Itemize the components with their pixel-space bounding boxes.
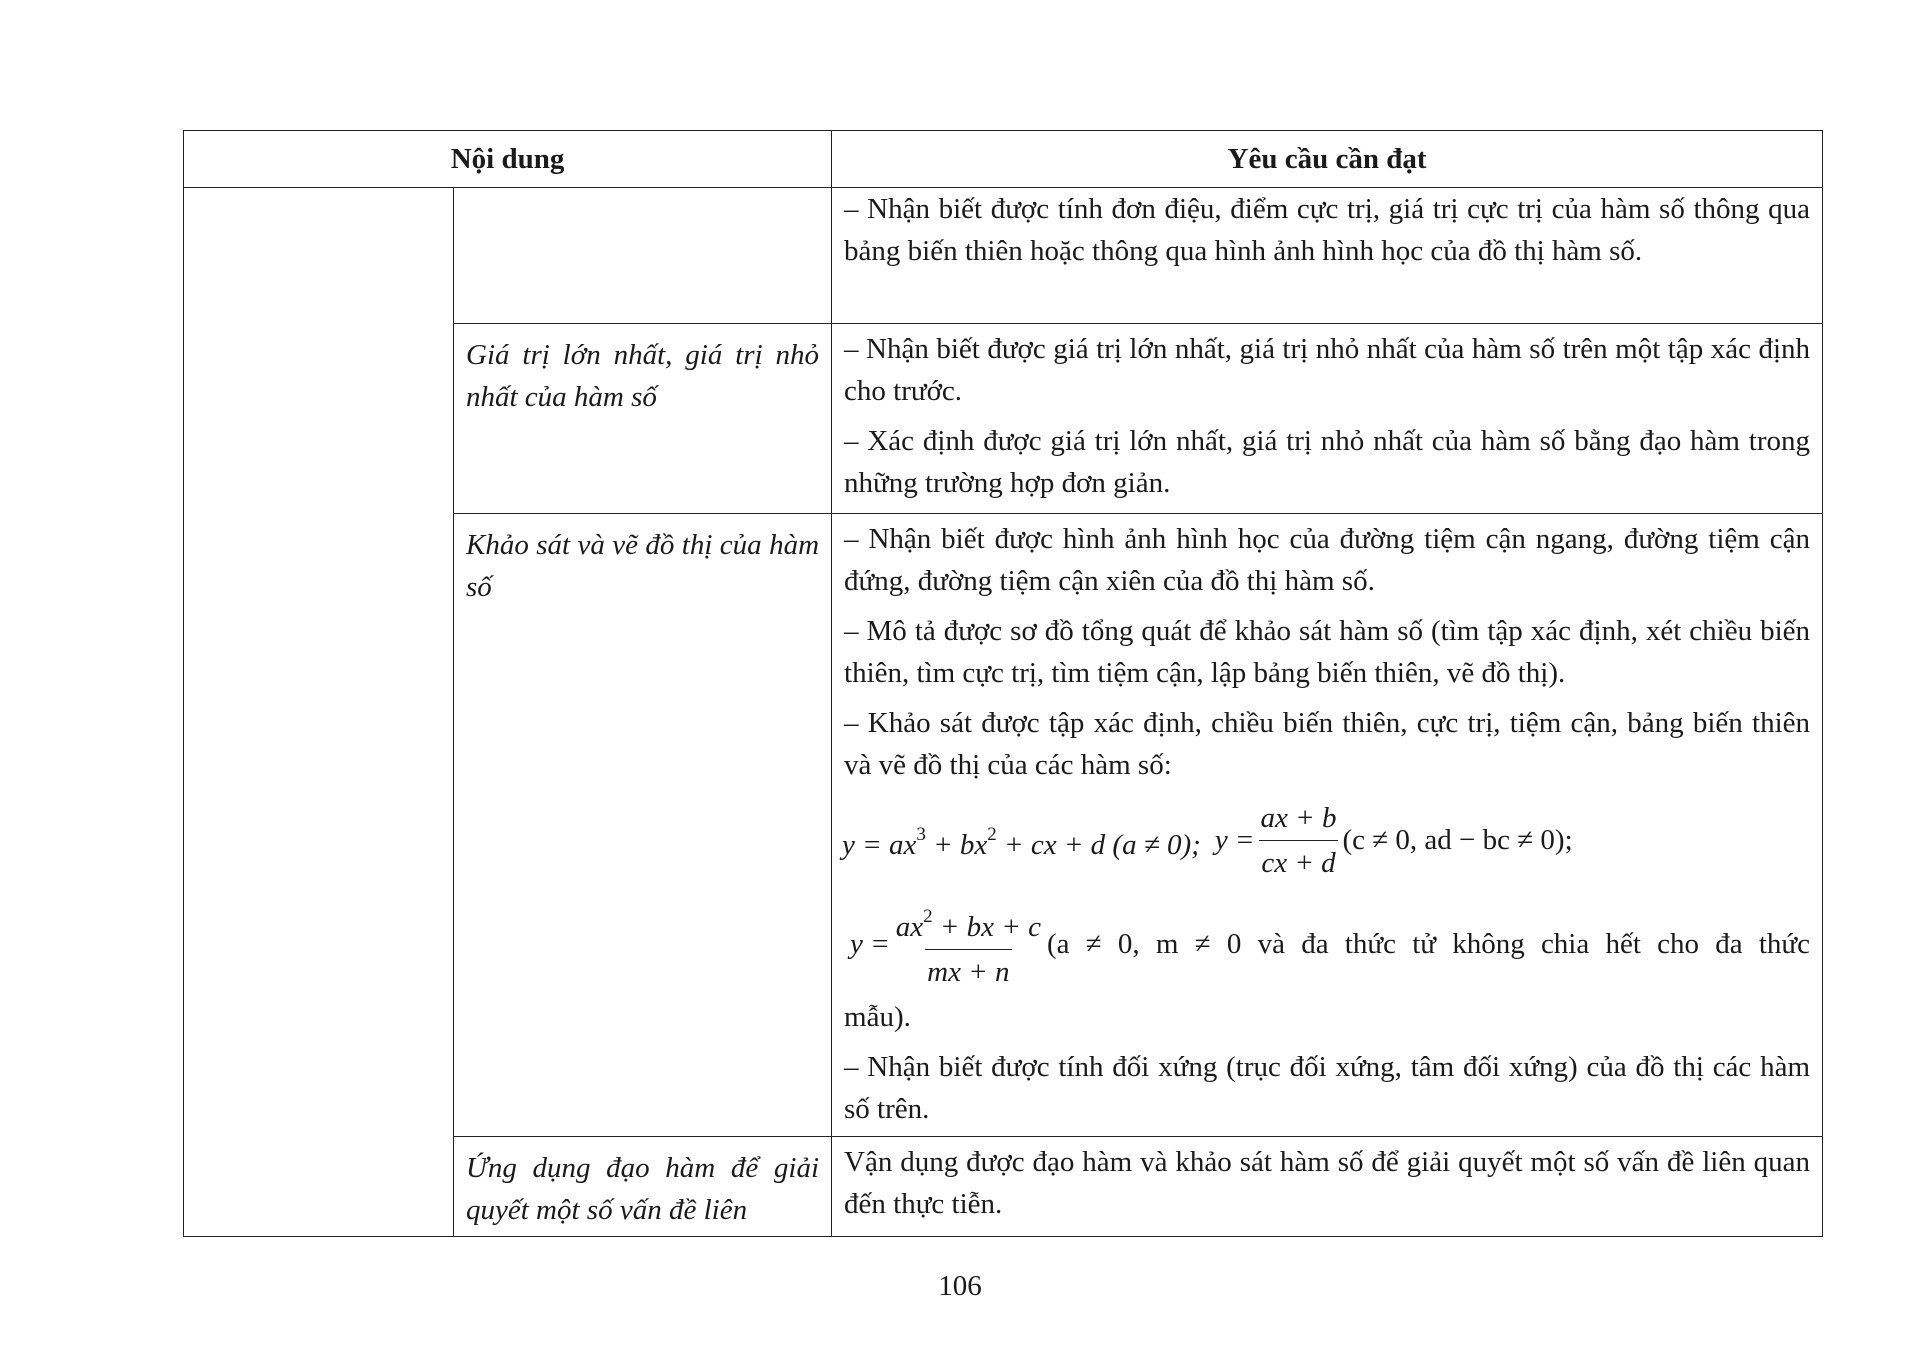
topic-cell: Giá trị lớn nhất, giá trị nhỏ nhất của hàm số bbox=[454, 324, 832, 514]
requirement-text: – Xác định được giá trị lớn nhất, giá trị nhỏ nhất của hàm số bằng đạo hàm trong những trường hợp đơn giản. bbox=[844, 425, 1811, 499]
fraction-denominator: cx + d bbox=[1259, 840, 1337, 885]
requirement-cell bbox=[832, 324, 1823, 514]
formula-rational-prefix: y = bbox=[1214, 824, 1255, 856]
requirement-text: – Nhận biết được tính đối xứng (trục đối xứng, tâm đối xứng) của đồ thị các hàm số trên. bbox=[844, 1051, 1811, 1125]
formula-condition: (a ≠ 0, m ≠ 0 và đa thức tử không chia hết cho đa thức bbox=[1046, 928, 1811, 960]
fraction-numerator: $ax^2$ + bx + c bbox=[895, 905, 1041, 943]
topic-cell: Khảo sát và vẽ đồ thị của hàm số bbox=[454, 514, 832, 1137]
formula-condition-end: mẫu). bbox=[844, 1001, 911, 1033]
fraction bbox=[1259, 796, 1339, 885]
formula-prefix: y = bbox=[850, 928, 890, 960]
formula-quadratic-rational bbox=[850, 892, 1810, 996]
formula-cubic: $y = ax^3 + bx^2$ + cx + d (a ≠ 0); bbox=[842, 824, 1201, 861]
fraction bbox=[894, 895, 1043, 994]
header-requirements: Yêu cầu cần đạt bbox=[832, 131, 1823, 188]
formula-condition: (c ≠ 0, ad − bc ≠ 0); bbox=[1342, 824, 1573, 856]
fraction-denominator: mx + n bbox=[925, 949, 1011, 994]
requirement-text: – Nhận biết được hình ảnh hình học của đường tiệm cận ngang, đường tiệm cận đứng, đường tiệm cận xiên của đồ thị hàm số. bbox=[844, 523, 1811, 597]
empty-topic-cell bbox=[184, 188, 454, 1237]
header-content: Nội dung bbox=[184, 131, 832, 188]
requirement-text: – Khảo sát được tập xác định, chiều biến thiên, cực trị, tiệm cận, bảng biến thiên và vẽ đồ thị của các hàm số: bbox=[844, 707, 1811, 781]
fraction-numerator: ax + b bbox=[1260, 801, 1337, 834]
table-row bbox=[184, 188, 1823, 324]
requirement-cell bbox=[832, 514, 1823, 1137]
topic-cell-empty bbox=[454, 188, 832, 324]
requirement-text: – Nhận biết được giá trị lớn nhất, giá trị nhỏ nhất của hàm số trên một tập xác định cho trước. bbox=[844, 333, 1811, 407]
curriculum-table bbox=[183, 130, 1823, 1237]
requirement-text: Vận dụng được đạo hàm và khảo sát hàm số để giải quyết một số vấn đề liên quan đến thực tiễn. bbox=[844, 1146, 1811, 1220]
requirement-cell bbox=[832, 188, 1823, 324]
page-number: 106 bbox=[938, 1270, 982, 1302]
requirement-text: – Mô tả được sơ đồ tổng quát để khảo sát hàm số (tìm tập xác định, xét chiều biến thiên, tìm cực trị, tìm tiệm cận, lập bảng biến thiên, vẽ đồ thị). bbox=[844, 615, 1811, 689]
table-header-row bbox=[184, 131, 1823, 188]
requirement-cell bbox=[832, 1137, 1823, 1237]
topic-cell: Ứng dụng đạo hàm để giải quyết một số vấn đề liên bbox=[454, 1137, 832, 1237]
formula-cubic-and-rational bbox=[842, 788, 1810, 892]
requirement-text: – Nhận biết được tính đơn điệu, điểm cực trị, giá trị cực trị của hàm số thông qua bảng biến thiên hoặc thông qua hình ảnh hình học của đồ thị hàm số. bbox=[844, 193, 1811, 267]
